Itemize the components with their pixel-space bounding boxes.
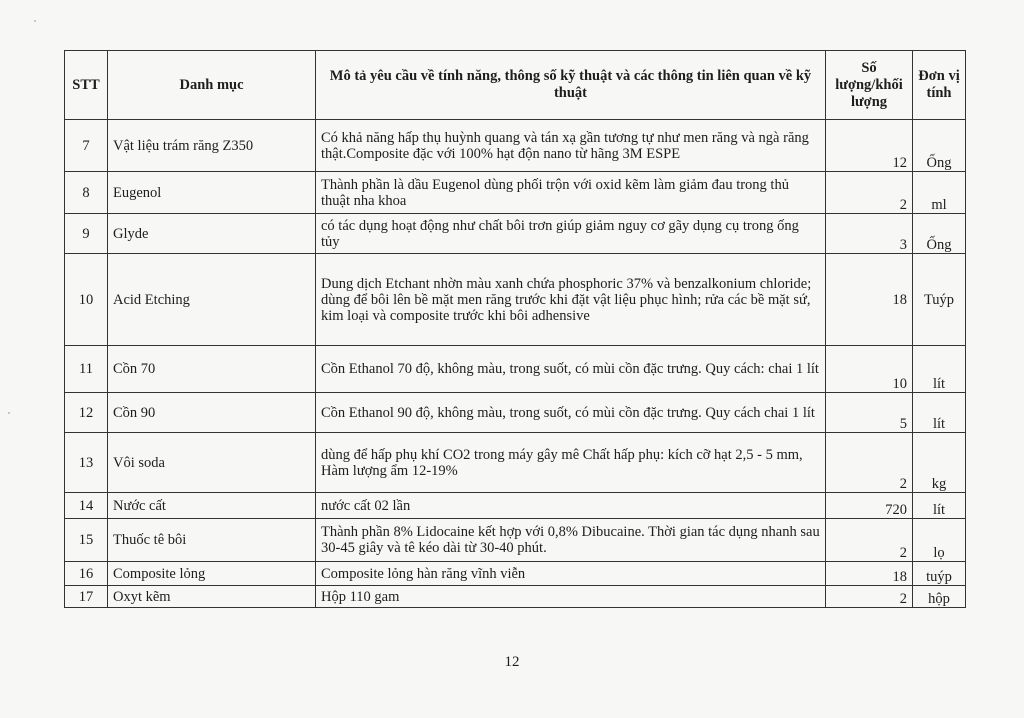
cell-quantity: 18 [826, 254, 913, 346]
cell-name: Cồn 90 [108, 393, 316, 433]
cell-unit: kg [913, 433, 966, 493]
cell-description: Cồn Ethanol 70 độ, không màu, trong suốt, có mùi cồn đặc trưng. Quy cách: chai 1 lít [316, 346, 826, 393]
scan-speck [8, 412, 10, 414]
cell-stt: 15 [65, 519, 108, 562]
cell-stt: 8 [65, 172, 108, 214]
cell-stt: 13 [65, 433, 108, 493]
cell-name: Nước cất [108, 493, 316, 519]
cell-quantity: 5 [826, 393, 913, 433]
header-description: Mô tả yêu cầu về tính năng, thông số kỹ thuật và các thông tin liên quan về kỹ thuật [316, 51, 826, 120]
cell-name: Vật liệu trám răng Z350 [108, 120, 316, 172]
cell-unit: Ống [913, 214, 966, 254]
page-number: 12 [504, 654, 520, 670]
cell-description: Cồn Ethanol 90 độ, không màu, trong suốt, có mùi cồn đặc trưng. Quy cách chai 1 lít [316, 393, 826, 433]
cell-description: nước cất 02 lần [316, 493, 826, 519]
cell-description: dùng để hấp phụ khí CO2 trong máy gây mê Chất hấp phụ: kích cỡ hạt 2,5 - 5 mm, Hàm lượng ẩm 12-19% [316, 433, 826, 493]
cell-unit: lít [913, 346, 966, 393]
cell-description: Hộp 110 gam [316, 586, 826, 608]
cell-name: Thuốc tê bôi [108, 519, 316, 562]
cell-quantity: 2 [826, 172, 913, 214]
cell-name: Oxyt kẽm [108, 586, 316, 608]
table-row [65, 562, 966, 586]
cell-description: Composite lỏng hàn răng vĩnh viễn [316, 562, 826, 586]
cell-quantity: 12 [826, 120, 913, 172]
cell-unit: ml [913, 172, 966, 214]
cell-description: Thành phần là dầu Eugenol dùng phối trộn với oxid kẽm làm giảm đau trong thủ thuật nha khoa [316, 172, 826, 214]
cell-unit: lít [913, 393, 966, 433]
cell-name: Vôi soda [108, 433, 316, 493]
cell-quantity: 18 [826, 562, 913, 586]
header-quantity: Số lượng/khối lượng [826, 51, 913, 120]
table-row [65, 346, 966, 393]
cell-quantity: 2 [826, 586, 913, 608]
cell-stt: 16 [65, 562, 108, 586]
table-row [65, 172, 966, 214]
cell-unit: Ống [913, 120, 966, 172]
table-row [65, 214, 966, 254]
header-unit: Đơn vị tính [913, 51, 966, 120]
cell-name: Acid Etching [108, 254, 316, 346]
cell-description: Dung dịch Etchant nhờn màu xanh chứa phosphoric 37% và benzalkonium chloride; dùng để bôi lên bề mặt men răng trước khi đặt vật liệu phục hình; rửa các bề mặt sứ, kim loại và composite trước khi bôi adhensive [316, 254, 826, 346]
table-row [65, 433, 966, 493]
cell-quantity: 2 [826, 433, 913, 493]
header-category: Danh mục [108, 51, 316, 120]
cell-description: Có khả năng hấp thụ huỳnh quang và tán xạ gần tương tự như men răng và ngà răng thật.Composite đặc với 100% hạt độn nano từ hãng 3M ESPE [316, 120, 826, 172]
cell-stt: 12 [65, 393, 108, 433]
table-row [65, 120, 966, 172]
cell-name: Cồn 70 [108, 346, 316, 393]
cell-stt: 10 [65, 254, 108, 346]
cell-quantity: 2 [826, 519, 913, 562]
table-row [65, 393, 966, 433]
cell-quantity: 720 [826, 493, 913, 519]
cell-stt: 11 [65, 346, 108, 393]
cell-description: Thành phần 8% Lidocaine kết hợp với 0,8% Dibucaine. Thời gian tác dụng nhanh sau 30-45 giây và tê kéo dài từ 30-40 phút. [316, 519, 826, 562]
table-row [65, 519, 966, 562]
cell-unit: lít [913, 493, 966, 519]
header-stt: STT [65, 51, 108, 120]
cell-description: có tác dụng hoạt động như chất bôi trơn giúp giảm nguy cơ gãy dụng cụ trong ống tủy [316, 214, 826, 254]
specification-table [64, 50, 966, 608]
cell-unit: tuýp [913, 562, 966, 586]
table-header-row [65, 51, 966, 120]
cell-stt: 9 [65, 214, 108, 254]
cell-quantity: 10 [826, 346, 913, 393]
cell-name: Eugenol [108, 172, 316, 214]
cell-name: Glyde [108, 214, 316, 254]
cell-unit: lọ [913, 519, 966, 562]
cell-quantity: 3 [826, 214, 913, 254]
table-row [65, 254, 966, 346]
cell-stt: 17 [65, 586, 108, 608]
cell-unit: Tuýp [913, 254, 966, 346]
table-row [65, 493, 966, 519]
scan-speck [34, 20, 36, 22]
cell-stt: 7 [65, 120, 108, 172]
table-row [65, 586, 966, 608]
cell-stt: 14 [65, 493, 108, 519]
cell-name: Composite lỏng [108, 562, 316, 586]
cell-unit: hộp [913, 586, 966, 608]
